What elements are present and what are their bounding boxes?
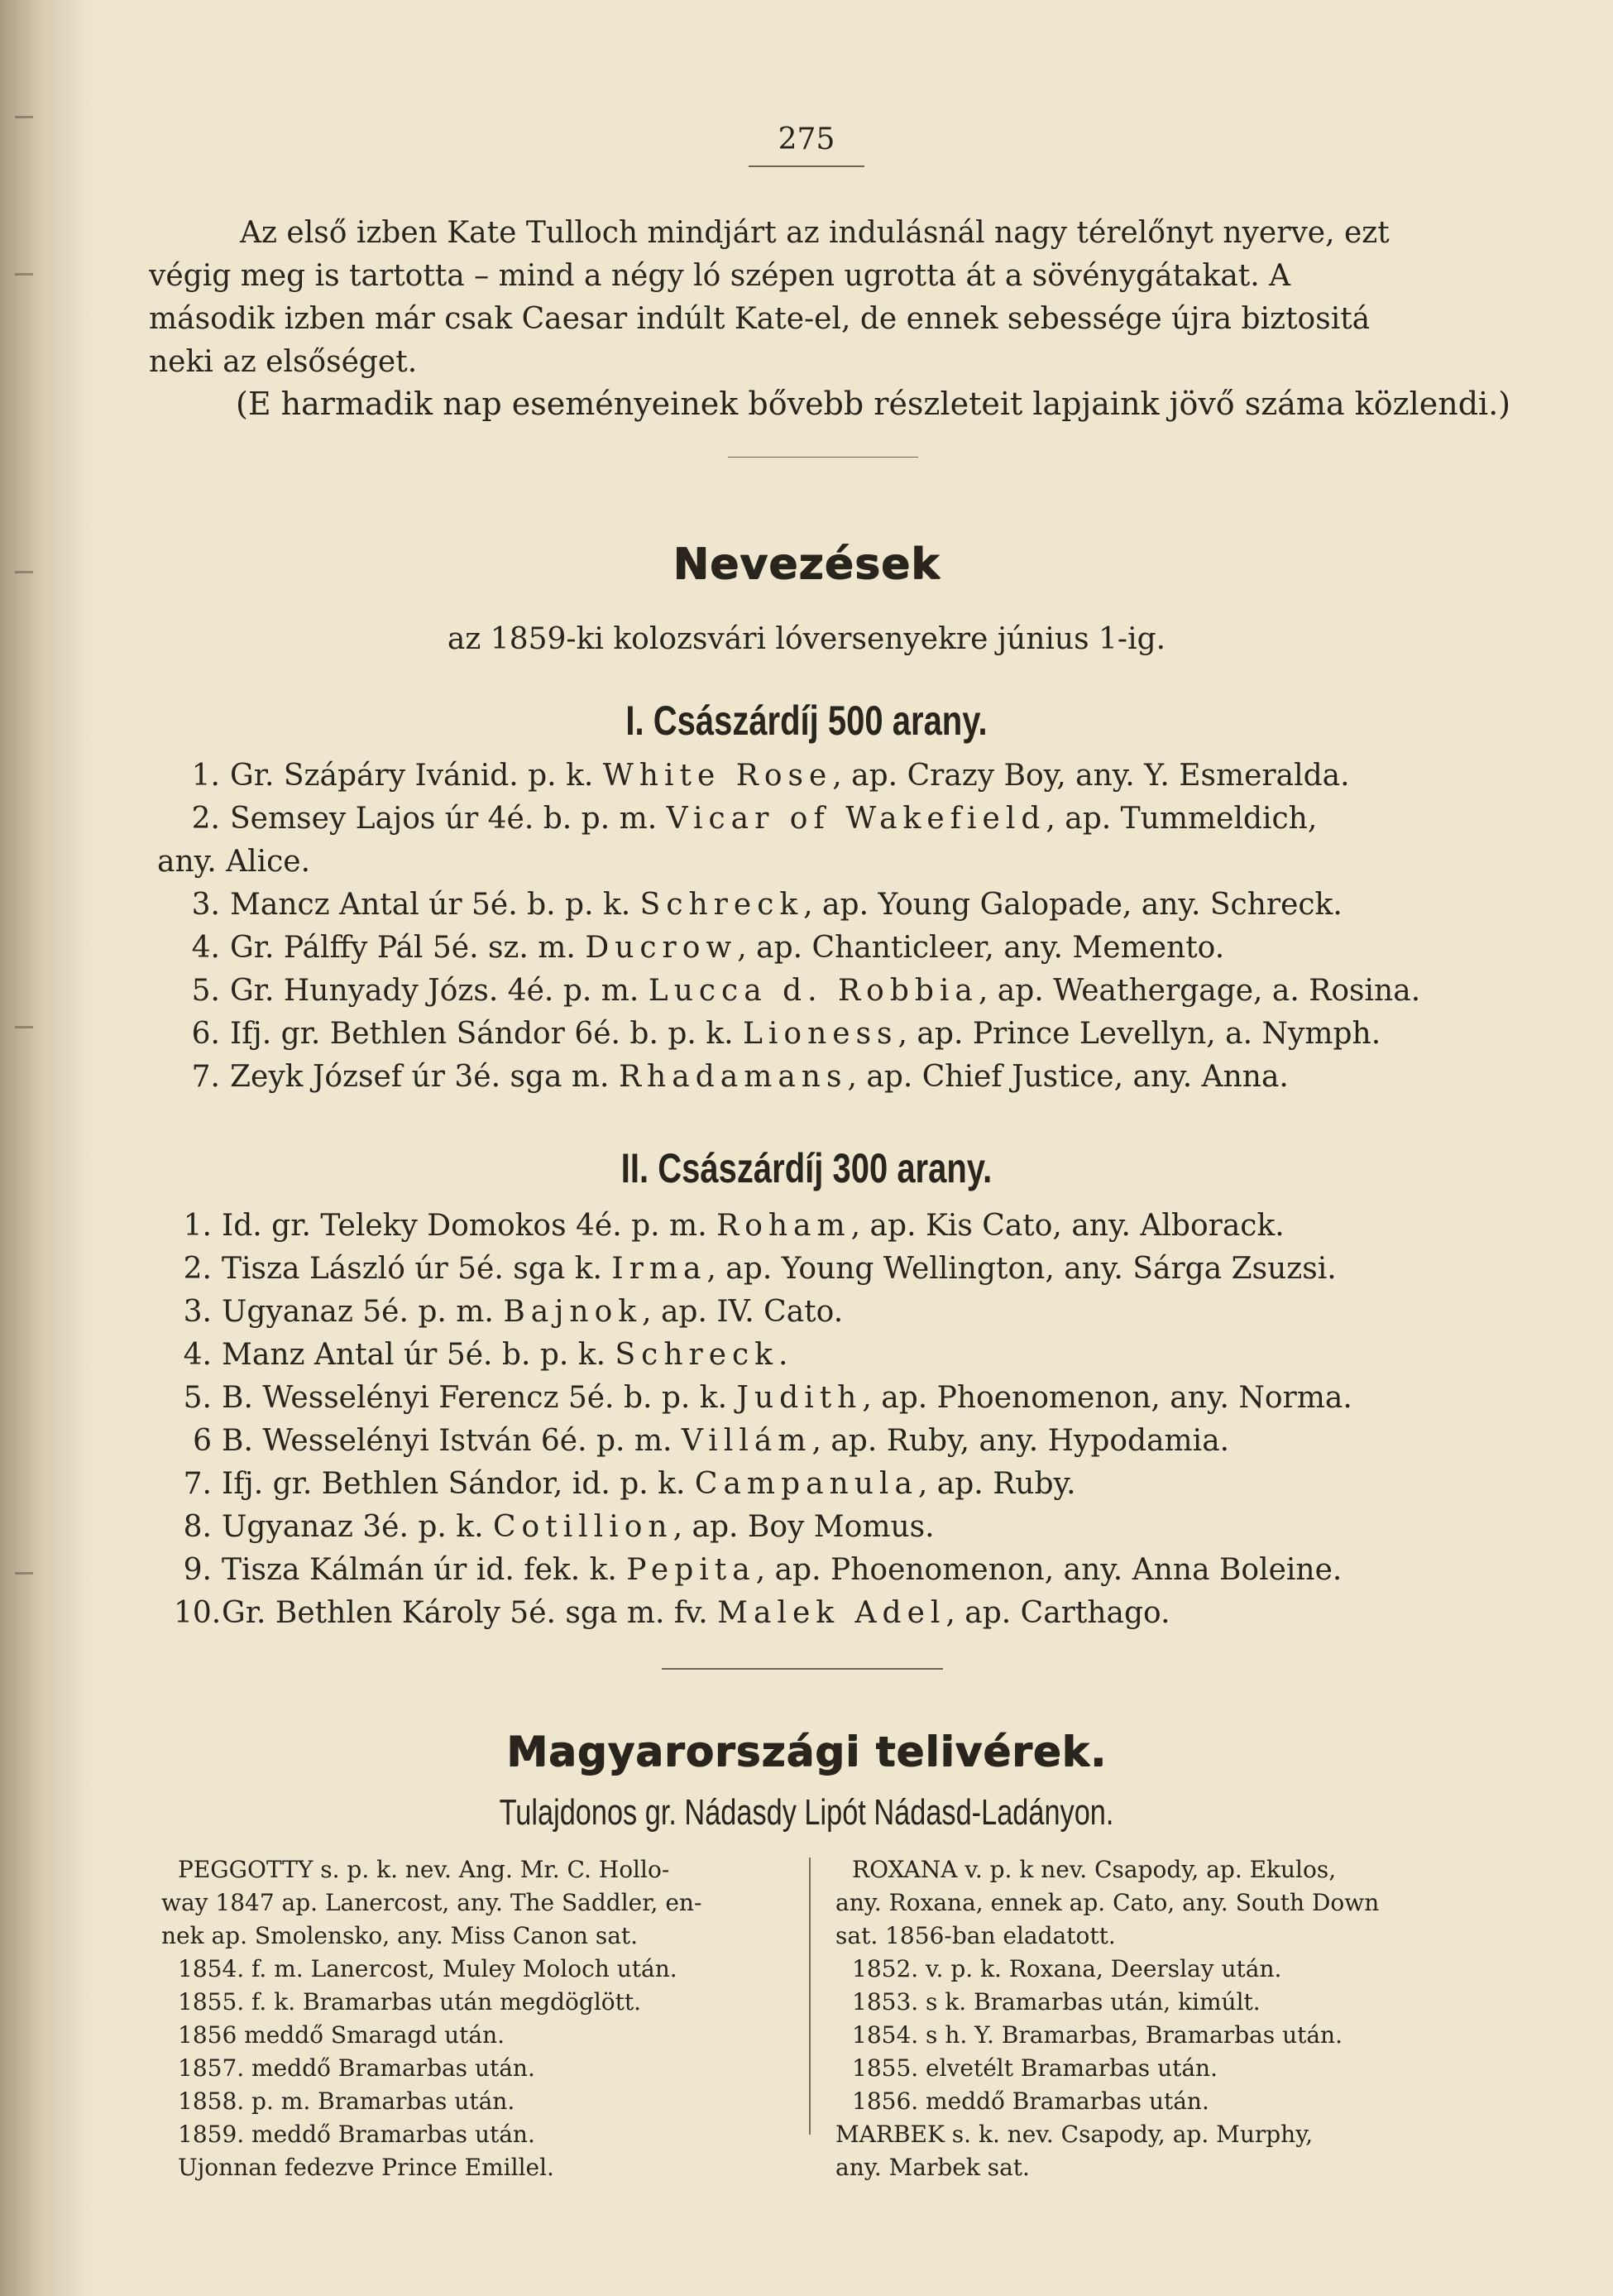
left-column xyxy=(161,1853,790,2184)
entry-row xyxy=(182,970,1472,1013)
entry-row xyxy=(182,798,1472,841)
entry-number: 9. xyxy=(183,1553,212,1587)
entry-row xyxy=(174,1549,1472,1592)
entry-owner: Manz Antal úr 5é. b. p. k. xyxy=(222,1338,606,1372)
column-line: way 1847 ap. Lanercost, any. The Saddler, en- xyxy=(161,1889,702,1916)
entry-horse: Ducrow xyxy=(585,931,738,965)
entry-horse: Judith xyxy=(736,1381,863,1415)
entry-owner: any. Alice. xyxy=(157,845,311,879)
entry-details: . xyxy=(778,1338,788,1372)
entry-number: 10. xyxy=(174,1596,222,1630)
entry-number: 2. xyxy=(183,1252,212,1286)
entry-details: , ap. Boy Momus. xyxy=(672,1510,935,1544)
column-line: 1853. s k. Bramarbas után, kimúlt. xyxy=(852,1988,1261,2016)
column-line: any. Marbek sat. xyxy=(835,2154,1030,2181)
entry-owner: Gr. Pálffy Pál 5é. sz. m. xyxy=(230,931,576,965)
column-line: 1858. p. m. Bramarbas után. xyxy=(178,2087,515,2115)
column-line: 1855. elvetélt Bramarbas után. xyxy=(852,2054,1218,2082)
entry-owner: B. Wesselényi Ferencz 5é. b. p. k. xyxy=(222,1381,728,1415)
entry-number: 6. xyxy=(191,1017,220,1051)
column-line: 1854. f. m. Lanercost, Muley Moloch után. xyxy=(178,1955,677,1982)
entry-row xyxy=(174,1506,1472,1549)
binding-mark xyxy=(15,1026,33,1028)
entry-details: , ap. Ruby, any. Hypodamia. xyxy=(811,1424,1230,1458)
entry-owner: Ugyanaz 5é. p. m. xyxy=(222,1295,494,1329)
entry-row xyxy=(182,927,1472,970)
editor-note: (E harmadik nap eseményeinek bővebb részleteit lapjaink jövő száma közlendi.) xyxy=(236,386,1511,422)
entry-number: 7. xyxy=(183,1467,212,1501)
section-subtitle: az 1859-ki kolozsvári lóversenyekre június 1-ig. xyxy=(447,622,1166,656)
entry-owner: Ugyanaz 3é. p. k. xyxy=(222,1510,484,1544)
entry-owner: Gr. Hunyady Józs. 4é. p. m. xyxy=(230,974,639,1008)
race-report-paragraph xyxy=(149,212,1464,384)
race-2-heading: II. Császárdíj 300 arany. xyxy=(620,1145,993,1191)
entry-horse: Schreck xyxy=(615,1338,778,1372)
owner-line-wrap xyxy=(0,1792,1613,1833)
column-line: 1855. f. k. Bramarbas után megdöglött. xyxy=(178,1988,642,2016)
race-1-heading-wrap xyxy=(0,697,1613,745)
column-line: Ujonnan fedezve Prince Emillel. xyxy=(178,2154,554,2181)
paragraph-line: neki az elsőséget. xyxy=(149,345,418,379)
binding-mark xyxy=(15,273,33,276)
entry-horse: Lucca d. Robbia xyxy=(648,974,979,1008)
entry-details: , ap. Young Galopade, any. Schreck. xyxy=(803,888,1343,922)
entry-details: , ap. Carthago. xyxy=(945,1596,1170,1630)
entry-horse: Roham xyxy=(716,1209,851,1243)
column-line: ROXANA v. p. k nev. Csapody, ap. Ekulos, xyxy=(852,1856,1337,1883)
entry-owner: Semsey Lajos úr 4é. b. p. m. xyxy=(230,802,658,836)
entry-owner: Gr. Bethlen Károly 5é. sga m. fv. xyxy=(222,1596,708,1630)
column-line: 1857. meddő Bramarbas után. xyxy=(178,2054,535,2082)
entry-horse: Bajnok xyxy=(503,1295,643,1329)
entry-details: , ap. Chief Justice, any. Anna. xyxy=(847,1060,1289,1094)
paragraph-line: második izben már csak Caesar indúlt Kate-el, de ennek sebessége újra biztositá xyxy=(149,302,1371,336)
entry-row-continuation xyxy=(157,841,1472,884)
entry-number: 5. xyxy=(191,974,220,1008)
section-title: Nevezések xyxy=(672,539,941,589)
entry-horse: Pepita xyxy=(626,1553,756,1587)
column-line: 1852. v. p. k. Roxana, Deerslay után. xyxy=(852,1955,1282,1982)
entry-number: 8. xyxy=(183,1510,212,1544)
entry-horse: Rhadamans xyxy=(618,1060,848,1094)
section-rule xyxy=(662,1668,943,1670)
race-1-heading: I. Császárdíj 500 arany. xyxy=(625,697,988,744)
entry-owner: B. Wesselényi István 6é. p. m. xyxy=(222,1424,672,1458)
column-line: nek ap. Smolensko, any. Miss Canon sat. xyxy=(161,1922,639,1949)
column-line: 1854. s h. Y. Bramarbas, Bramarbas után. xyxy=(852,2021,1343,2049)
entry-horse: Lioness xyxy=(743,1017,898,1051)
entry-details: , ap. Crazy Boy, any. Y. Esmeralda. xyxy=(832,759,1350,793)
column-divider xyxy=(809,1857,811,2135)
column-line: PEGGOTTY s. p. k. nev. Ang. Mr. C. Hollo- xyxy=(178,1856,670,1883)
column-line: any. Roxana, ennek ap. Cato, any. South Down xyxy=(835,1889,1380,1916)
entry-row xyxy=(182,884,1472,927)
entry-owner: Gr. Szápáry Ivánid. p. k. xyxy=(230,759,594,793)
paragraph-line: végig meg is tartotta – mind a négy ló szépen ugrotta át a sövénygátakat. A xyxy=(149,259,1291,293)
column-line: 1859. meddő Bramarbas után. xyxy=(178,2121,535,2148)
entry-horse: Vicar of Wakefield xyxy=(666,802,1046,836)
entry-row xyxy=(182,1013,1472,1056)
entry-horse: Schreck xyxy=(639,888,804,922)
entry-details: , ap. Kis Cato, any. Alborack. xyxy=(850,1209,1285,1243)
column-line: MARBEK s. k. nev. Csapody, ap. Murphy, xyxy=(835,2121,1314,2148)
paragraph-line: Az első izben Kate Tulloch mindjárt az indulásnál nagy térelőnyt nyerve, ezt xyxy=(240,216,1390,250)
right-column xyxy=(835,1853,1481,2184)
entry-row xyxy=(174,1248,1472,1291)
entry-number: 1. xyxy=(183,1209,212,1243)
entry-row xyxy=(174,1420,1472,1463)
entry-number: 5. xyxy=(183,1381,212,1415)
entry-owner: Ifj. gr. Bethlen Sándor 6é. b. p. k. xyxy=(230,1017,734,1051)
entry-owner: Mancz Antal úr 5é. b. p. k. xyxy=(230,888,631,922)
entry-row xyxy=(174,1377,1472,1420)
entry-row xyxy=(174,1205,1472,1248)
race-1-entries xyxy=(157,755,1472,1099)
entry-owner: Zeyk József úr 3é. sga m. xyxy=(230,1060,610,1094)
entry-number: 1. xyxy=(191,759,220,793)
entry-details: , ap. Prince Levellyn, a. Nymph. xyxy=(897,1017,1381,1051)
entry-owner: Id. gr. Teleky Domokos 4é. p. m. xyxy=(222,1209,707,1243)
entry-details: , ap. Phoenomenon, any. Norma. xyxy=(862,1381,1352,1415)
race-2-entries xyxy=(174,1205,1472,1635)
entry-number: 4. xyxy=(191,931,220,965)
entry-details: , ap. Chanticleer, any. Memento. xyxy=(737,931,1225,965)
column-line: 1856 meddő Smaragd után. xyxy=(178,2021,505,2049)
entry-number: 3. xyxy=(183,1295,212,1329)
entry-row xyxy=(174,1463,1472,1506)
entry-row xyxy=(174,1334,1472,1377)
entry-details: , ap. IV. Cato. xyxy=(642,1295,844,1329)
section-rule xyxy=(728,457,918,458)
thoroughbreds-title: Magyarországi telivérek. xyxy=(506,1728,1107,1776)
entry-number: 7. xyxy=(191,1060,220,1094)
entry-row xyxy=(182,755,1472,798)
entry-horse: Cotillion xyxy=(492,1510,673,1544)
entry-owner: Ifj. gr. Bethlen Sándor, id. p. k. xyxy=(222,1467,686,1501)
owner-line: Tulajdonos gr. Nádasdy Lipót Nádasd-Ladányon. xyxy=(499,1792,1114,1833)
binding-mark xyxy=(15,1572,33,1575)
entry-number: 6 xyxy=(193,1424,212,1458)
entry-horse: Campanula xyxy=(694,1467,918,1501)
column-line: 1856. meddő Bramarbas után. xyxy=(852,2087,1209,2115)
column-line: sat. 1856-ban eladatott. xyxy=(835,1922,1116,1949)
entry-details: , ap. Tummeldich, xyxy=(1046,802,1318,836)
entry-horse: White Rose xyxy=(602,759,833,793)
entry-details: , ap. Weathergage, a. Rosina. xyxy=(978,974,1421,1008)
entry-number: 4. xyxy=(183,1338,212,1372)
entry-details: , ap. Phoenomenon, any. Anna Boleine. xyxy=(755,1553,1343,1587)
binding-mark xyxy=(15,116,33,118)
entry-horse: Villám xyxy=(681,1424,812,1458)
entry-row xyxy=(174,1592,1472,1635)
entry-details: , ap. Ruby. xyxy=(917,1467,1076,1501)
page-number: 275 xyxy=(778,122,835,156)
entry-number: 3. xyxy=(191,888,220,922)
entry-number: 2. xyxy=(191,802,220,836)
header-rule xyxy=(749,165,864,167)
entry-horse: Irma xyxy=(611,1252,707,1286)
entry-owner: Tisza Kálmán úr id. fek. k. xyxy=(222,1553,617,1587)
race-2-heading-wrap xyxy=(0,1144,1613,1192)
entry-row xyxy=(182,1056,1472,1099)
entry-row xyxy=(174,1291,1472,1334)
entry-owner: Tisza László úr 5é. sga k. xyxy=(222,1252,602,1286)
entry-horse: Malek Adel xyxy=(717,1596,946,1630)
entry-details: , ap. Young Wellington, any. Sárga Zsuzsi. xyxy=(706,1252,1337,1286)
